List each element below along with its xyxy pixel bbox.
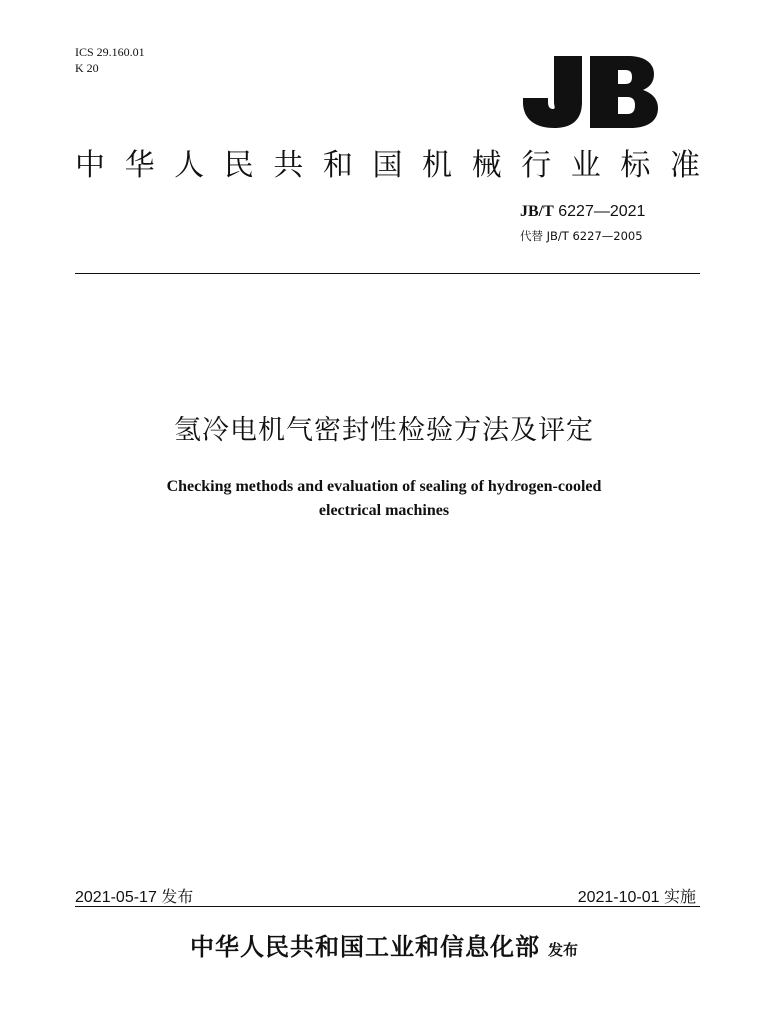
standard-number-prefix: JB/T: [520, 203, 554, 220]
title-english-line-2: electrical machines: [318, 502, 450, 519]
heading-char: 国: [372, 148, 403, 183]
heading-char: 中: [75, 148, 105, 183]
issuer-suffix: 发布: [547, 941, 578, 959]
ccs-code: K 20: [75, 61, 99, 75]
standard-number: [520, 203, 645, 221]
issuer-organization: 中华人民共和国工业和信息化部: [189, 933, 540, 961]
heading-char: 华: [124, 148, 155, 183]
heading-char: 机: [422, 148, 453, 183]
issue-date: 2021-05-17 发布: [75, 889, 194, 906]
title-chinese: 氢冷电机气密封性检验方法及评定: [174, 415, 594, 446]
top-divider: [75, 273, 700, 274]
implementation-date: 2021-10-01 实施: [577, 889, 696, 906]
heading-char: 械: [471, 148, 502, 183]
bottom-divider: [75, 906, 700, 907]
standard-type-heading: [75, 146, 700, 186]
heading-char: 准: [669, 148, 700, 183]
replaces-standard: 代替 JB/T 6227—2005: [520, 229, 643, 243]
issuer: [0, 927, 768, 962]
heading-char: 民: [223, 148, 254, 183]
jb-logo: [520, 54, 660, 130]
heading-char: 人: [174, 148, 205, 183]
title-english-line-1: Checking methods and evaluation of sealing of hydrogen-cooled: [166, 478, 602, 495]
heading-char: 和: [322, 148, 353, 183]
heading-char: 共: [273, 148, 304, 183]
heading-char: 行: [521, 148, 552, 183]
ics-code: ICS 29.160.01: [75, 45, 145, 59]
title-english: [0, 475, 768, 523]
classification-codes: [75, 44, 145, 76]
heading-char: 标: [620, 148, 651, 183]
standard-number-value: 6227—2021: [558, 203, 646, 220]
heading-char: 业: [570, 148, 601, 183]
